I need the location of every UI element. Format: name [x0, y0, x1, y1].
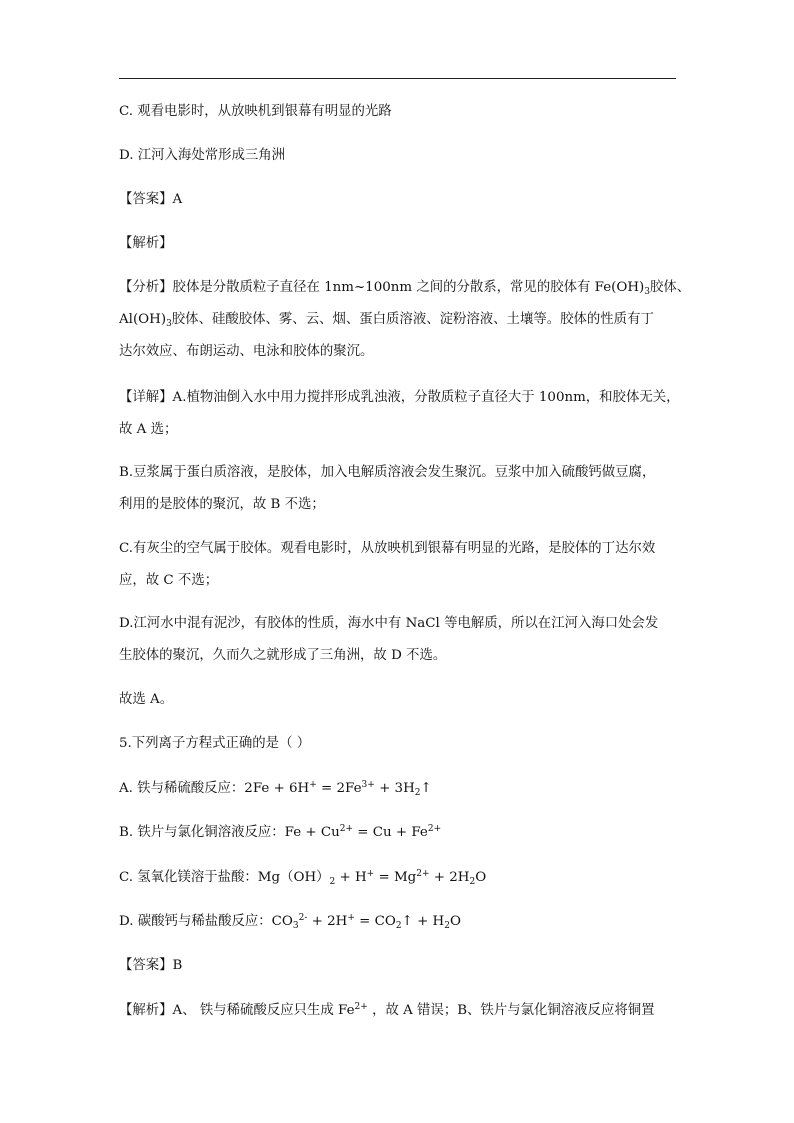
- q5-option-b: [119, 824, 441, 842]
- text: O: [475, 870, 487, 885]
- text: = 2Fe: [316, 781, 362, 796]
- text: = CO: [354, 914, 396, 929]
- fenxi-line-2: [119, 311, 654, 329]
- subscript: 3: [166, 319, 172, 329]
- xiangjie-a-line-1: 【详解】A.植物油倒入水中用力搅拌形成乳浊液，分散质粒子直径大于 100nm，和胶体无关，: [119, 390, 680, 405]
- q5-option-c: [119, 869, 486, 887]
- q5-option-a: [119, 780, 432, 798]
- conclusion: 故选 A。: [119, 692, 174, 707]
- text: = Cu + Fe: [353, 825, 428, 840]
- text: 胶体、: [649, 280, 691, 295]
- text: ↑ + H: [401, 914, 445, 929]
- xiangjie-d-line-1: D.江河水中混有泥沙，有胶体的性质，海水中有 NaCl 等电解质，所以在江河入海口处会发: [119, 616, 659, 631]
- subscript: 2: [444, 921, 450, 931]
- text: ，故 A 错误；B、铁片与氯化铜溶液反应将铜置: [367, 1003, 655, 1018]
- subscript: 3: [644, 287, 650, 297]
- text: = Mg: [374, 870, 417, 885]
- superscript: +: [366, 869, 375, 879]
- subscript: 3: [292, 921, 299, 931]
- q4-analysis-heading: 【解析】: [119, 236, 173, 251]
- q5-stem: 5.下列离子方程式正确的是（ ）: [119, 736, 311, 751]
- q4-answer: 【答案】A: [119, 192, 183, 207]
- text: A. 铁与稀硫酸反应：2Fe + 6H: [119, 781, 310, 796]
- superscript: 3+: [361, 780, 375, 790]
- header-rule: [119, 78, 676, 79]
- subscript: 2: [395, 921, 402, 931]
- xiangjie-b-line-1: B.豆浆属于蛋白质溶液，是胶体，加入电解质溶液会发生聚沉。豆浆中加入硫酸钙做豆腐，: [119, 465, 656, 480]
- superscript: 2-: [298, 913, 308, 923]
- text: + 2H: [429, 870, 470, 885]
- text: O: [449, 914, 461, 929]
- text: D. 碳酸钙与稀盐酸反应：CO: [119, 914, 293, 929]
- q5-answer: 【答案】B: [119, 958, 183, 973]
- option-c: C. 观看电影时，从放映机到银幕有明显的光路: [119, 104, 392, 119]
- text: 胶体、硅酸胶体、雾、云、烟、蛋白质溶液、淀粉溶液、土壤等。胶体的性质有丁: [171, 312, 654, 327]
- superscript: +: [309, 780, 317, 790]
- superscript: 2+: [427, 824, 442, 834]
- text: + H: [335, 870, 367, 885]
- text: + 2H: [307, 914, 348, 929]
- q5-option-d: [119, 913, 461, 931]
- text: C. 氢氧化镁溶于盐酸：Mg（OH）: [119, 870, 330, 885]
- text: 【解析】A、 铁与稀硫酸反应只生成 Fe: [119, 1003, 355, 1018]
- xiangjie-c-line-1: C.有灰尘的空气属于胶体。观看电影时，从放映机到银幕有明显的光路，是胶体的丁达尔效: [119, 541, 656, 556]
- superscript: +: [347, 913, 355, 923]
- superscript: 2+: [416, 869, 430, 879]
- q5-analysis: [119, 1002, 655, 1020]
- xiangjie-b-line-2: 利用的是胶体的聚沉，故 B 不选；: [119, 497, 325, 512]
- superscript: 2+: [354, 1002, 368, 1012]
- fenxi-line-3: 达尔效应、布朗运动、电泳和胶体的聚沉。: [119, 344, 374, 359]
- xiangjie-a-line-2: 故 A 选；: [119, 422, 178, 437]
- option-d: D. 江河入海处常形成三角洲: [119, 148, 286, 163]
- xiangjie-d-line-2: 生胶体的聚沉，久而久之就形成了三角洲，故 D 不选。: [119, 648, 447, 663]
- text: B. 铁片与氯化铜溶液反应：Fe + Cu: [119, 825, 340, 840]
- text: ↑: [420, 781, 432, 796]
- subscript: 2: [469, 877, 476, 887]
- subscript: 2: [329, 877, 336, 887]
- text: 【分析】胶体是分散质粒子直径在 1nm~100nm 之间的分散系，常见的胶体有 Fe(OH): [119, 280, 645, 295]
- xiangjie-c-line-2: 应，故 C 不选；: [119, 573, 219, 588]
- text: Al(OH): [119, 312, 167, 327]
- fenxi-line-1: [119, 279, 690, 297]
- subscript: 2: [414, 788, 421, 798]
- superscript: 2+: [339, 824, 354, 834]
- text: + 3H: [374, 781, 415, 796]
